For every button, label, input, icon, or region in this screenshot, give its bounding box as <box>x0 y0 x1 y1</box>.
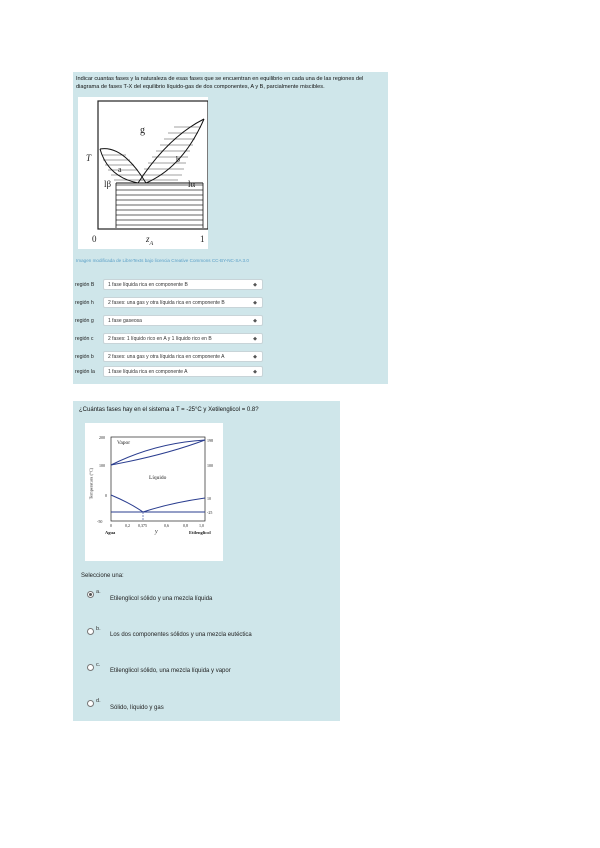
answer-select-5[interactable]: 2 fases: una gas y otra líquida rica en componente A ◆ <box>103 351 263 362</box>
chevron-down-icon: ◆ <box>253 300 257 306</box>
option-c-radio[interactable] <box>87 664 94 671</box>
question-1-text: Indicar cuantas fases y la naturaleza de esas fases que se encuentran en equilibrio en cada una de las regiones del diagrama de fases T-X del equilibrio líquido-gas de dos componentes, A y B, parcialmente miscibles. <box>76 76 364 90</box>
question-2-title: ¿Cuántas fases hay en el sistema a T = -25°C y Xetilenglicol = 0.8? <box>79 407 259 413</box>
right-tick-2: 100 <box>207 463 213 468</box>
x-tick-5: 0,8 <box>183 523 188 528</box>
option-a-text[interactable]: Etilenglicol sólido y una mezcla líquida <box>110 596 213 602</box>
choose-label: Seleccione una: <box>81 573 124 579</box>
answer-select-2[interactable]: 2 fases: una gas y otra líquida rica en componente B ◆ <box>103 297 263 308</box>
temperature-composition-figure <box>85 423 223 561</box>
answer-select-3[interactable]: 1 fase gaseosa ◆ <box>103 315 263 326</box>
question-2-card <box>73 401 340 721</box>
x-right-label: Etilenglicol <box>189 530 211 535</box>
row-label-2: región h <box>75 300 94 306</box>
row-label-4: región c <box>75 336 94 342</box>
chevron-down-icon: ◆ <box>253 282 257 288</box>
left-tick-3: 0 <box>105 493 107 498</box>
x-symbol-label: y <box>155 529 158 535</box>
option-b-radio[interactable] <box>87 628 94 635</box>
x-left-label: Agua <box>105 530 116 535</box>
right-tick-3: 10 <box>207 496 211 501</box>
question-1-card <box>73 72 388 384</box>
right-tick-4: -25 <box>207 510 213 515</box>
option-c-letter: c. <box>96 662 101 668</box>
liquid-label: Líquido <box>149 475 167 481</box>
x-tick-4: 0,6 <box>164 523 169 528</box>
x-tick-2: 0,2 <box>125 523 130 528</box>
region-a-label: a <box>118 165 122 174</box>
option-a-letter: a. <box>96 589 101 595</box>
row-label-1: región B <box>75 282 95 288</box>
row-label-5: región b <box>75 354 94 360</box>
axis-one-label: 1 <box>200 234 205 244</box>
chevron-down-icon: ◆ <box>253 318 257 324</box>
region-g-label: g <box>140 125 145 136</box>
x-tick-3: 0,375 <box>138 523 147 528</box>
option-b-text[interactable]: Los dos componentes sólidos y una mezcla eutéctica <box>110 632 252 638</box>
option-c-text[interactable]: Etilenglicol sólido, una mezcla líquida y vapor <box>110 668 231 674</box>
phase-diagram-figure <box>78 97 208 249</box>
answer-select-1[interactable]: 1 fase líquida rica en componente B ◆ <box>103 279 263 290</box>
l-alpha-label: lα <box>188 179 196 189</box>
image-credit-link[interactable]: Imagen modificada de LibreTexts bajo licencia Creative Commons CC-BY-NC-SA 3.0 <box>76 258 249 263</box>
left-tick-1: 200 <box>99 435 105 440</box>
chevron-down-icon: ◆ <box>253 336 257 342</box>
row-label-6: región la <box>75 369 95 375</box>
option-b-letter: b. <box>96 626 101 632</box>
chevron-down-icon: ◆ <box>253 369 257 375</box>
left-tick-2: 100 <box>99 463 105 468</box>
axis-z-label: $z_A$ <box>146 234 154 247</box>
axis-t-label: T <box>86 153 92 163</box>
right-tick-1: 198 <box>207 438 213 443</box>
left-tick-4: -50 <box>97 519 103 524</box>
chevron-down-icon: ◆ <box>253 354 257 360</box>
option-a-radio[interactable] <box>87 591 94 598</box>
row-label-3: región g <box>75 318 94 324</box>
y-axis-label: Temperatura (°C) <box>88 467 94 500</box>
option-d-radio[interactable] <box>87 700 94 707</box>
x-tick-6: 1,0 <box>199 523 204 528</box>
answer-select-4[interactable]: 2 fases: 1 líquido rico en A y 1 líquido rico en B ◆ <box>103 333 263 344</box>
x-tick-1: 0 <box>110 523 112 528</box>
answer-select-6[interactable]: 1 fase líquida rica en componente A ◆ <box>103 366 263 377</box>
region-b-label: b <box>176 155 180 164</box>
axis-zero-label: 0 <box>92 234 97 244</box>
option-d-text[interactable]: Sólido, líquido y gas <box>110 705 164 711</box>
vapor-label: Vapor <box>117 440 131 446</box>
l-beta-label: lβ <box>104 179 112 189</box>
option-d-letter: d. <box>96 698 101 704</box>
